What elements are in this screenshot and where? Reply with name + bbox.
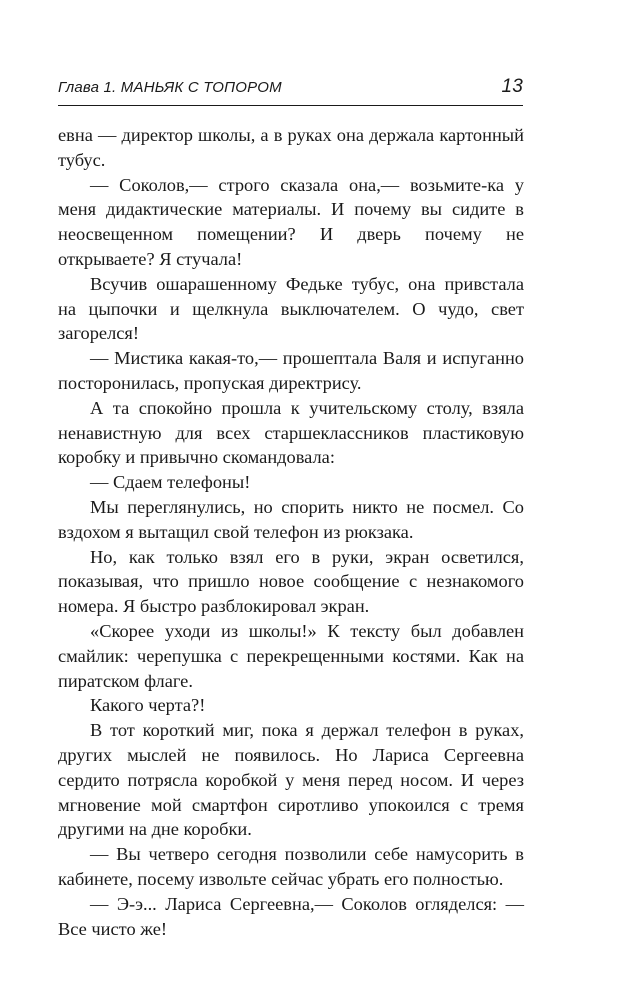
paragraph-text: — Э-э... Лариса Сергеевна,— Соколов огляделся: — Все чисто же! — [58, 893, 524, 939]
page-number: 13 — [501, 76, 523, 97]
paragraph — [58, 718, 524, 842]
paragraph-text: евна — директор школы, а в руках она держала картонный тубус. — [58, 125, 524, 170]
chapter-title: Глава 1. МАНЬЯК С ТОПОРОМ — [58, 79, 282, 96]
paragraph — [58, 693, 524, 718]
paragraph-text: А та спокойно прошла к учительскому столу, взяла ненавистную для всех старшеклассников пластиковую коробку и привычно скомандовала: — [58, 397, 524, 468]
paragraph — [58, 173, 524, 272]
paragraph-text: Всучив ошарашенному Федьке тубус, она привстала на цыпочки и щелкнула выключателем. О чудо, свет загорелся! — [58, 273, 524, 344]
paragraph — [58, 470, 524, 495]
paragraph — [58, 272, 524, 346]
paragraph-text: «Скорее уходи из школы!» К тексту был добавлен смайлик: черепушка с перекрещенными костями. Как на пиратском флаге. — [58, 620, 524, 691]
paragraph — [58, 892, 524, 942]
paragraph — [58, 123, 524, 173]
header-rule — [58, 105, 523, 106]
paragraph — [58, 396, 524, 470]
paragraph-text: Какого черта?! — [90, 695, 206, 716]
paragraph — [58, 545, 524, 619]
paragraph-text: — Вы четверо сегодня позволили себе намусорить в кабинете, посему извольте сейчас убрать его полностью. — [58, 844, 524, 889]
paragraph — [58, 346, 524, 396]
paragraph-text: — Сдаем телефоны! — [90, 472, 251, 493]
paragraph — [58, 842, 524, 892]
paragraph-text: Но, как только взял его в руки, экран осветился, показывая, что пришло новое сообщение с незнакомого номера. Я быстро разблокировал экран. — [58, 546, 524, 617]
paragraph — [58, 495, 524, 545]
body-text — [58, 123, 524, 941]
paragraph-text: В тот короткий миг, пока я держал телефон в руках, других мыслей не появилось. Но Лариса Сергеевна сердито потрясла коробкой у меня перед носом. И через мгновение мой смартфон сиротливо упокоился с тремя другими на дне коробки. — [58, 720, 524, 840]
running-head — [58, 76, 523, 101]
paragraph-text: — Соколов,— строго сказала она,— возьмите-ка у меня дидактические материалы. И почему вы сидите в неосвещенном помещении? И дверь почему не открываете? Я стучала! — [58, 174, 524, 269]
paragraph-text: Мы переглянулись, но спорить никто не посмел. Со вздохом я вытащил свой телефон из рюкзака. — [58, 496, 524, 542]
paragraph-text: — Мистика какая-то,— прошептала Валя и испуганно посторонилась, пропуская директрису. — [58, 348, 524, 393]
paragraph — [58, 619, 524, 693]
